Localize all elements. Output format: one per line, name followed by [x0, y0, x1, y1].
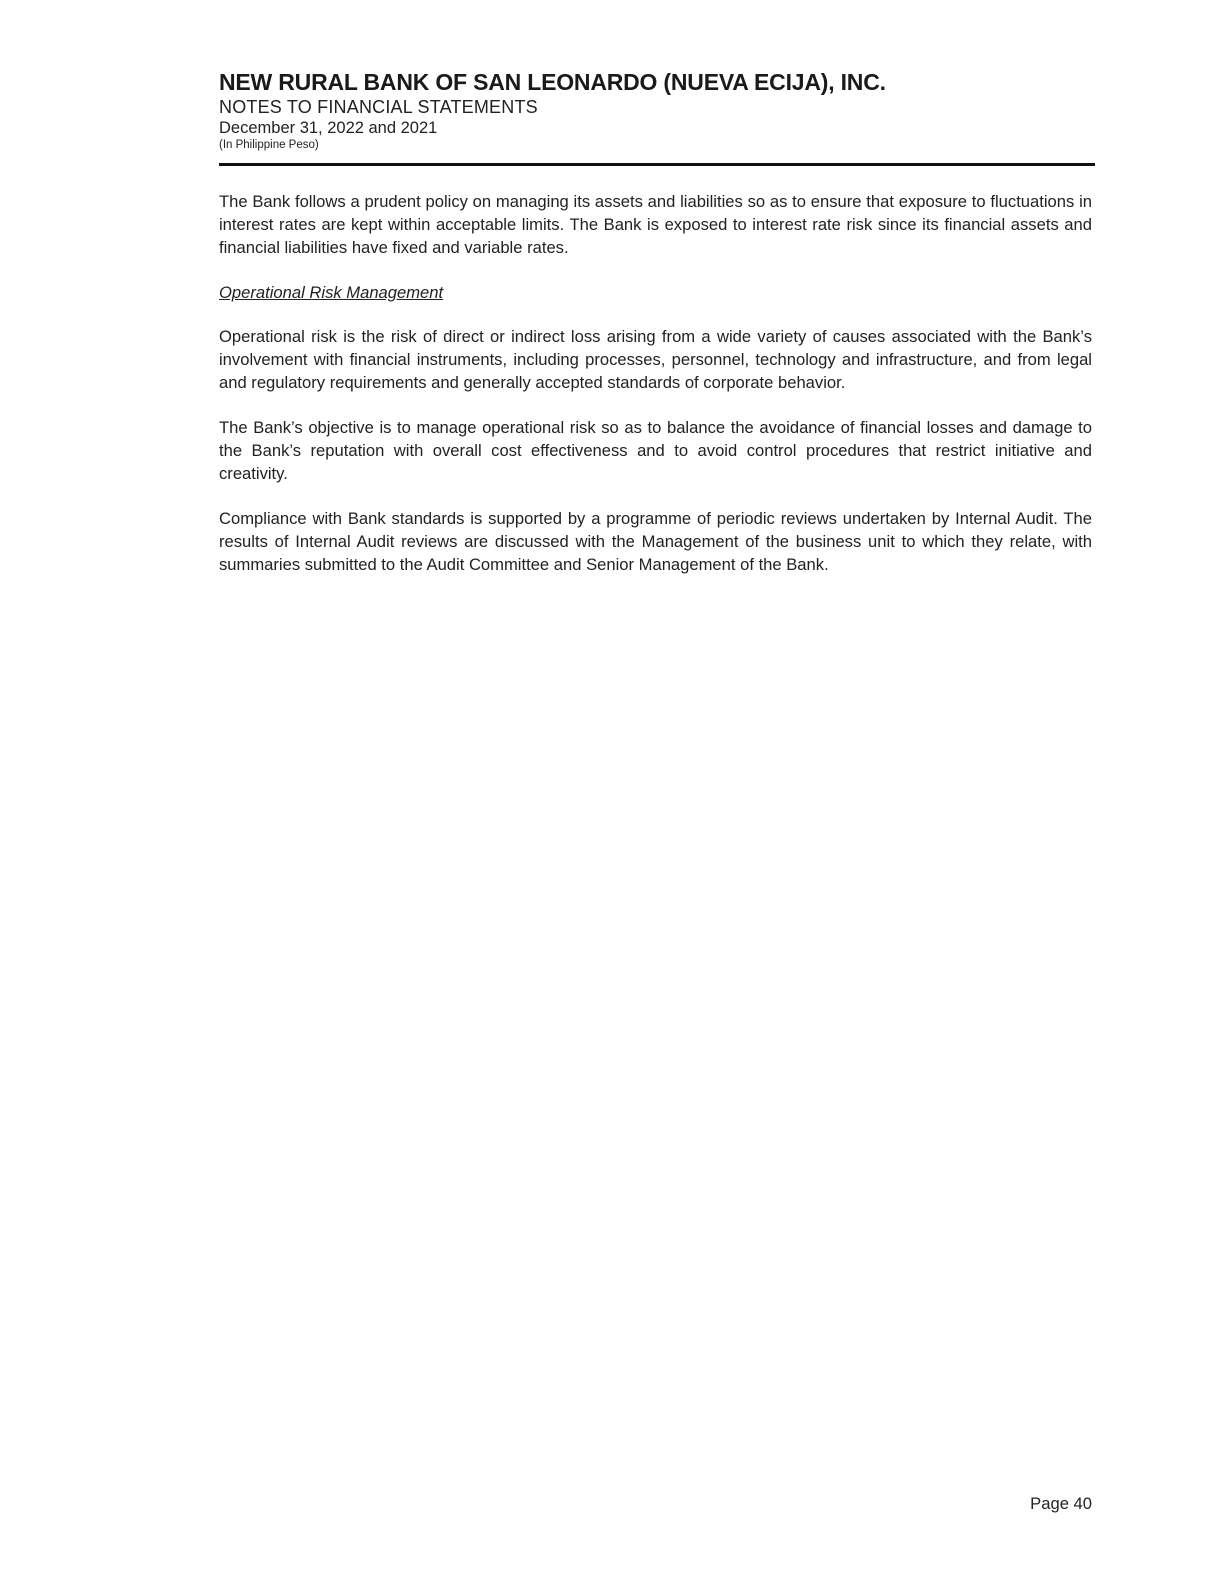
reporting-period: December 31, 2022 and 2021: [219, 119, 438, 137]
paragraph-operational-risk-definition: Operational risk is the risk of direct or indirect loss arising from a wide variety of causes associated with the Bank’s involvement with financial instruments, including processes, personnel, technology and infrastructure, and from legal and regulatory requirements and generally accepted standards of corporate behavior.: [219, 327, 1092, 392]
body-content: [219, 190, 1092, 598]
section-heading: Operational Risk Management: [219, 283, 444, 302]
header-divider: [219, 163, 1095, 166]
currency-note: (In Philippine Peso): [219, 139, 319, 151]
document-subtitle: NOTES TO FINANCIAL STATEMENTS: [219, 97, 538, 117]
paragraph-compliance-reviews: Compliance with Bank standards is supported by a programme of periodic reviews undertaken by Internal Audit. The results of Internal Audit reviews are discussed with the Management of the business unit to which they relate, with summaries submitted to the Audit Committee and Senior Management of the Bank.: [219, 509, 1092, 574]
page-number: Page 40: [1030, 1494, 1092, 1513]
page-header: [219, 68, 1095, 152]
intro-paragraph: The Bank follows a prudent policy on managing its assets and liabilities so as to ensure that exposure to fluctuations in interest rates are kept within acceptable limits. The Bank is exposed to interest rate risk since its financial assets and financial liabilities have fixed and variable rates.: [219, 192, 1092, 257]
paragraph-operational-risk-objective: The Bank’s objective is to manage operational risk so as to balance the avoidance of financial losses and damage to the Bank’s reputation with overall cost effectiveness and to avoid control procedures that restrict initiative and creativity.: [219, 418, 1092, 483]
company-name: NEW RURAL BANK OF SAN LEONARDO (NUEVA ECIJA), INC.: [219, 69, 886, 95]
